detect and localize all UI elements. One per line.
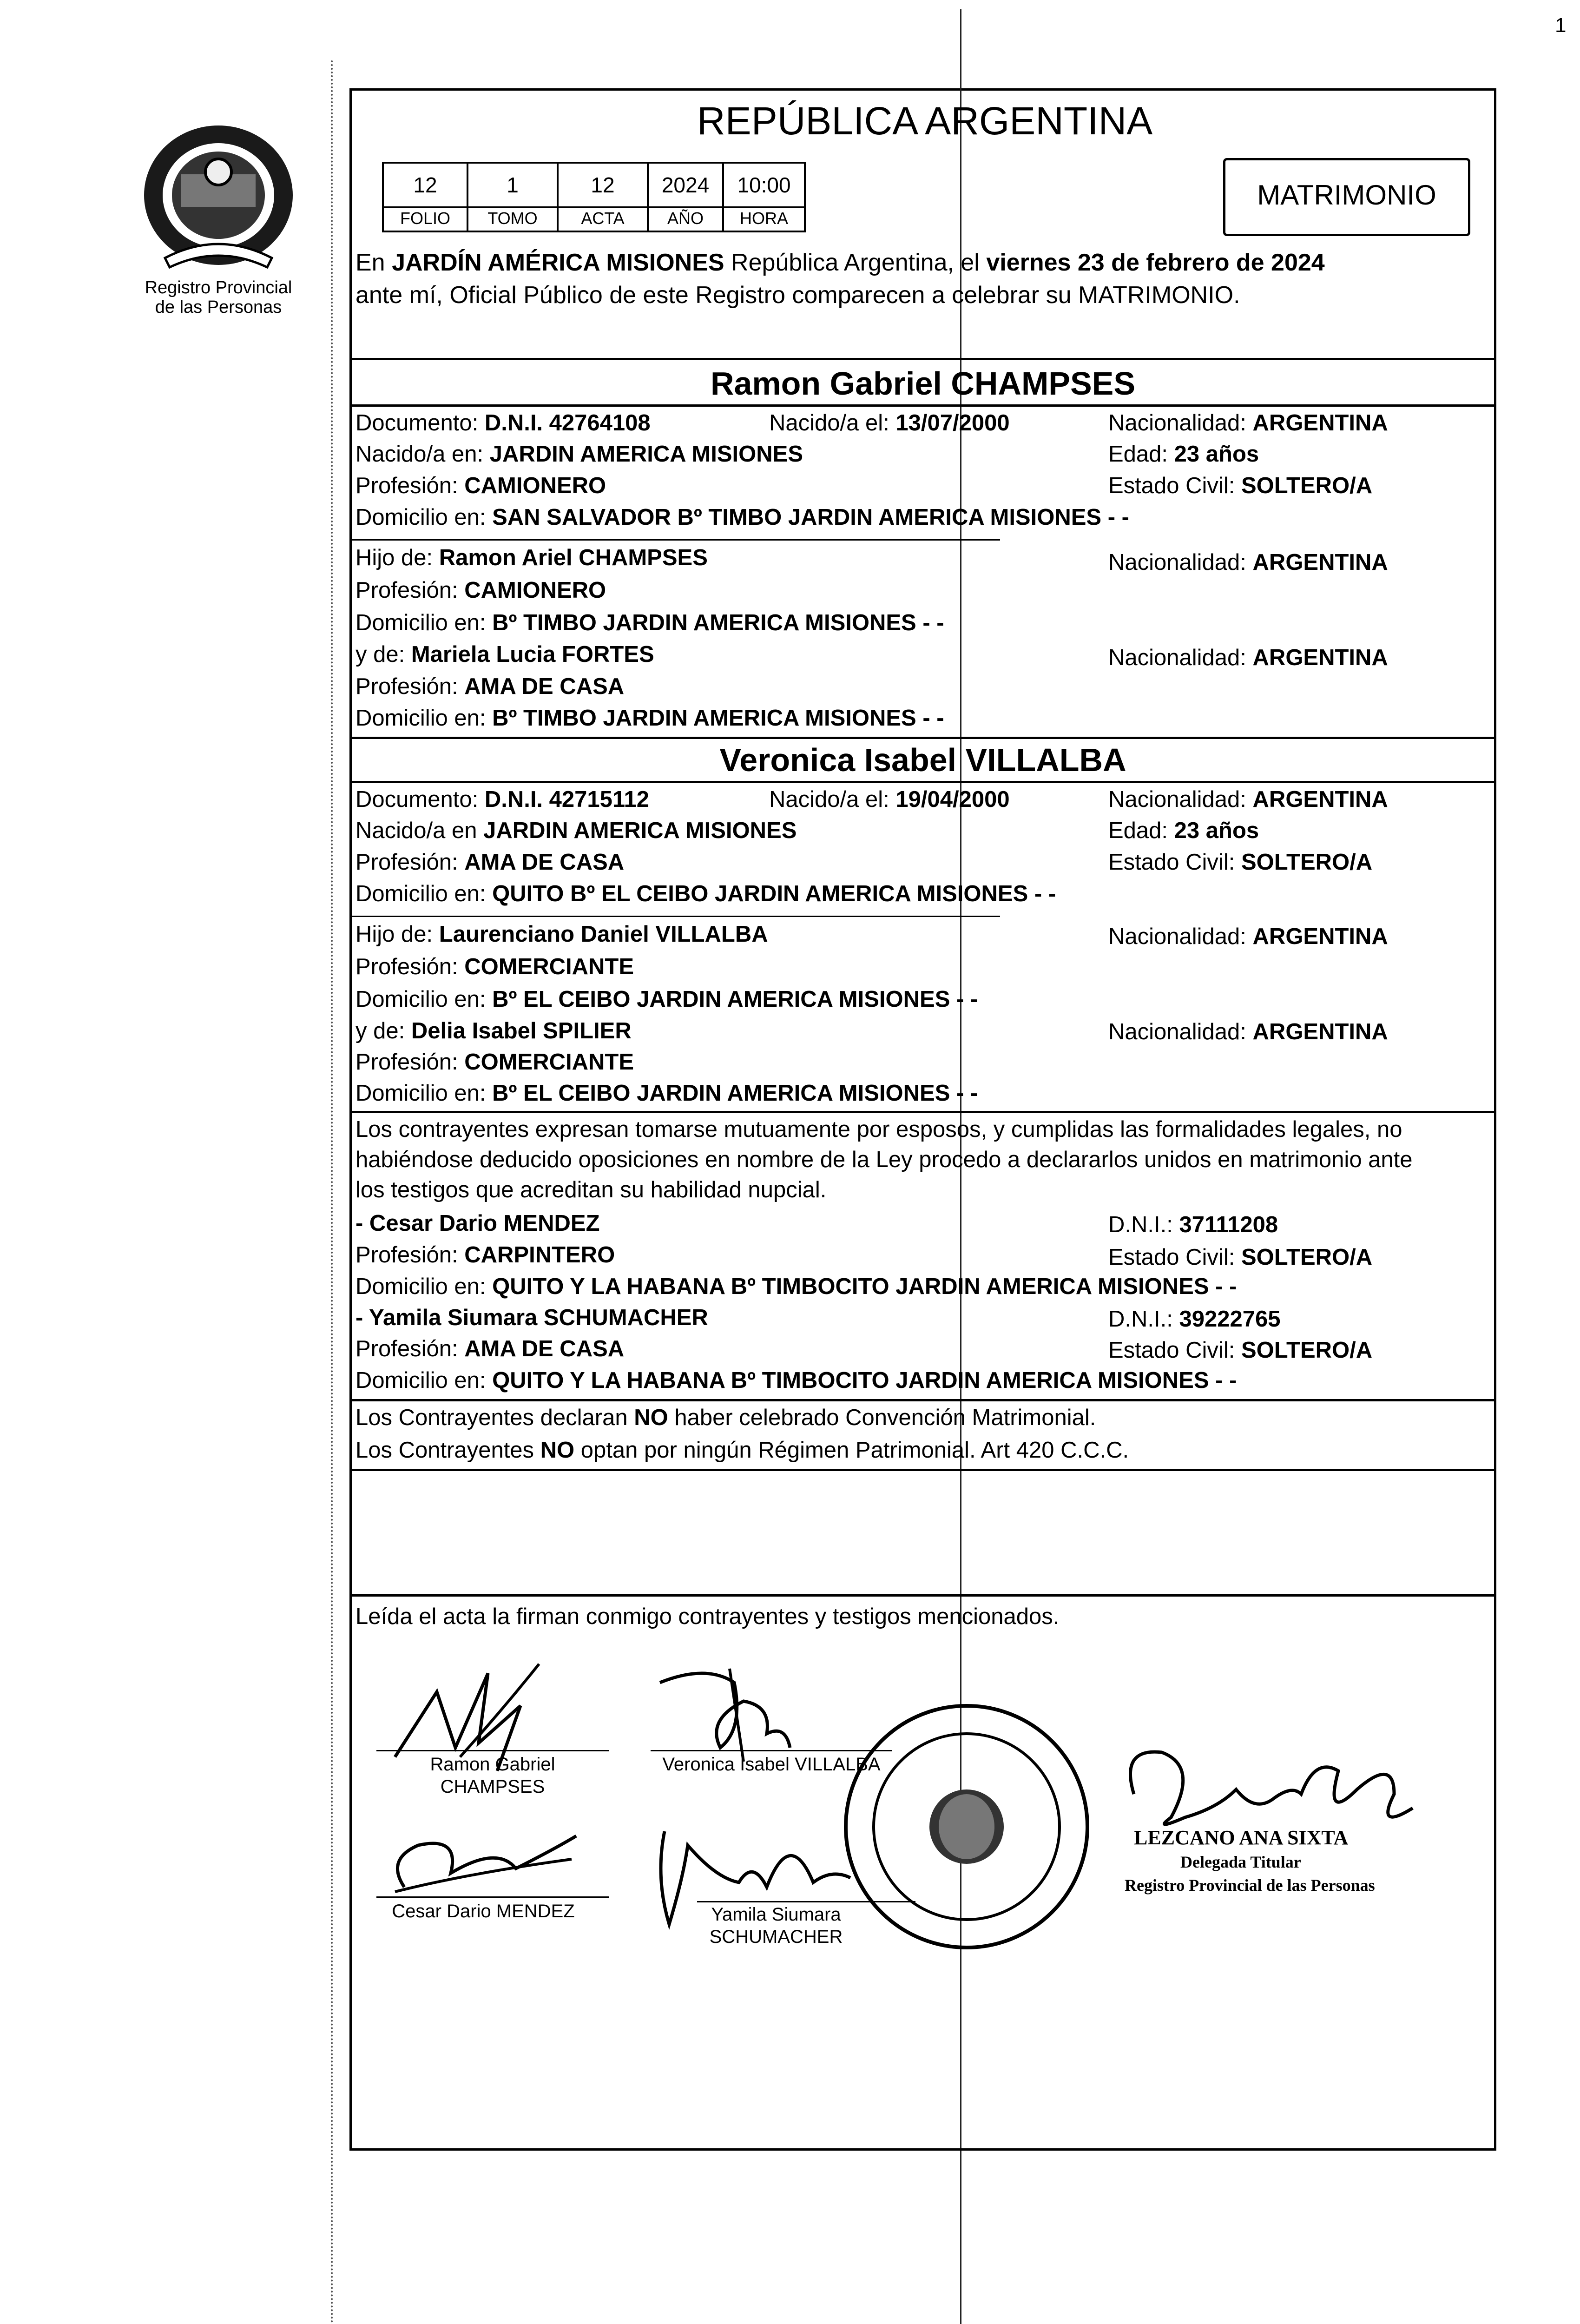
spouse1-address: Domicilio en: SAN SALVADOR Bº TIMBO JARDIN AMERICA MISIONES - - xyxy=(356,505,1129,530)
spouse2-nationality: Nacionalidad: ARGENTINA xyxy=(1108,787,1388,812)
spouse2-mother: y de: Delia Isabel SPILIER xyxy=(356,1018,632,1043)
anio-value: 2024 xyxy=(647,162,724,208)
signature-mendez xyxy=(376,1817,586,1906)
divider-7 xyxy=(349,1111,1496,1113)
divider-4 xyxy=(349,737,1496,739)
spouse2-address: Domicilio en: QUITO Bº EL CEIBO JARDIN AMERICA MISIONES - - xyxy=(356,881,1056,906)
witness1-dni: D.N.I.: 37111208 xyxy=(1108,1212,1278,1237)
spouse2-document: Documento: D.N.I. 42715112 xyxy=(356,787,649,812)
spouse2-age: Edad: 23 años xyxy=(1108,818,1259,843)
sig4-line1: Yamila Siumara xyxy=(711,1904,841,1925)
spouse1-mother-address: Domicilio en: Bº TIMBO JARDIN AMERICA MISIONES - - xyxy=(356,706,944,731)
witness2-dni: D.N.I.: 39222765 xyxy=(1108,1307,1281,1332)
spouse1-birthdate: Nacido/a el: 13/07/2000 xyxy=(769,410,1010,436)
witness2-name: - Yamila Siumara SCHUMACHER xyxy=(356,1305,708,1330)
official-name: LEZCANO ANA SIXTA xyxy=(1134,1826,1349,1849)
divider-2 xyxy=(349,404,1496,407)
spouse1-age: Edad: 23 años xyxy=(1108,442,1259,467)
intro-date: viernes 23 de febrero de 2024 xyxy=(986,249,1325,276)
spouse2-father-profession: Profesión: COMERCIANTE xyxy=(356,954,634,979)
signature-villalba xyxy=(651,1655,827,1766)
spouse2-birthplace: Nacido/a en JARDIN AMERICA MISIONES xyxy=(356,818,797,843)
signature-line-champses xyxy=(376,1750,609,1751)
spouse2-father: Hijo de: Laurenciano Daniel VILLALBA xyxy=(356,922,768,947)
official-organization: Registro Provincial de las Personas xyxy=(1125,1876,1375,1895)
witness1-name: - Cesar Dario MENDEZ xyxy=(356,1211,600,1236)
spouse1-birthplace: Nacido/a en: JARDIN AMERICA MISIONES xyxy=(356,442,803,467)
signature-label-champses xyxy=(376,1753,609,1798)
spouse1-document: Documento: D.N.I. 42764108 xyxy=(356,410,651,436)
left-margin-rule xyxy=(331,60,333,2324)
spouse2-mother-profession: Profesión: COMERCIANTE xyxy=(356,1050,634,1075)
spouse2-mother-address: Domicilio en: Bº EL CEIBO JARDIN AMERICA MISIONES - - xyxy=(356,1081,978,1106)
divider-3 xyxy=(349,539,1000,541)
spouse1-name: Ramon Gabriel CHAMPSES xyxy=(710,365,1136,402)
spouse2-civil-status: Estado Civil: SOLTERO/A xyxy=(1108,850,1373,875)
official-registry-stamp xyxy=(836,1697,1097,1957)
intro-mid: República Argentina, el xyxy=(724,249,987,276)
logo-caption-line1: Registro Provincial xyxy=(145,278,292,297)
spouse2-profession: Profesión: AMA DE CASA xyxy=(356,850,625,875)
spouse1-mother-nationality: Nacionalidad: ARGENTINA xyxy=(1108,645,1388,670)
signature-line-mendez xyxy=(376,1896,609,1898)
intro-place: JARDÍN AMÉRICA MISIONES xyxy=(392,249,724,276)
hora-value: 10:00 xyxy=(722,162,806,208)
intro-line-1 xyxy=(356,249,1325,277)
divider-5 xyxy=(349,781,1496,783)
document-type-label: MATRIMONIO xyxy=(1257,179,1436,211)
divider-1 xyxy=(349,358,1496,360)
signature-label-schumacher xyxy=(692,1903,860,1948)
witness-intro-line-2: habiéndose deducido oposiciones en nombre de la Ley procedo a declararlos unidos en matrimonio ante xyxy=(356,1147,1413,1172)
frame-bottom xyxy=(349,2148,1496,2151)
witness1-address: Domicilio en: QUITO Y LA HABANA Bº TIMBOCITO JARDIN AMERICA MISIONES - - xyxy=(356,1274,1237,1299)
convention-line-1: Los Contrayentes declaran NO haber celebrado Convención Matrimonial. xyxy=(356,1405,1096,1430)
spouse2-mother-nationality: Nacionalidad: ARGENTINA xyxy=(1108,1019,1388,1044)
folio-value: 12 xyxy=(382,162,468,208)
signature-label-villalba: Veronica Isabel VILLALBA xyxy=(662,1754,881,1775)
sig1-line2: CHAMPSES xyxy=(440,1776,545,1797)
acta-value: 12 xyxy=(557,162,649,208)
spouse2-name: Veronica Isabel VILLALBA xyxy=(719,742,1126,778)
anio-label: AÑO xyxy=(647,206,724,232)
witness-intro-line-1: Los contrayentes expresan tomarse mutuamente por esposos, y cumplidas las formalidades legales, no xyxy=(356,1117,1402,1142)
convention-line-2: Los Contrayentes NO optan por ningún Régimen Patrimonial. Art 420 C.C.C. xyxy=(356,1438,1129,1463)
hora-label: HORA xyxy=(722,206,806,232)
sig1-line1: Ramon Gabriel xyxy=(430,1754,555,1775)
spouse2-birthdate: Nacido/a el: 19/04/2000 xyxy=(769,787,1010,812)
witness-intro-line-3: los testigos que acreditan su habilidad nupcial. xyxy=(356,1177,827,1202)
witness2-civil-status: Estado Civil: SOLTERO/A xyxy=(1108,1338,1373,1363)
acta-label: ACTA xyxy=(557,206,649,232)
province-seal-logo xyxy=(137,119,300,272)
logo-caption xyxy=(125,278,311,317)
spouse1-father: Hijo de: Ramon Ariel CHAMPSES xyxy=(356,545,708,570)
intro-prefix: En xyxy=(356,249,392,276)
witness1-profession: Profesión: CARPINTERO xyxy=(356,1242,615,1268)
divider-9 xyxy=(349,1469,1496,1471)
spouse1-profession: Profesión: CAMIONERO xyxy=(356,473,606,498)
sig4-line2: SCHUMACHER xyxy=(709,1927,843,1947)
spouse1-nationality: Nacionalidad: ARGENTINA xyxy=(1108,410,1388,436)
official-role: Delegada Titular xyxy=(1180,1853,1301,1871)
page-number: 1 xyxy=(1555,14,1567,37)
spouse1-mother: y de: Mariela Lucia FORTES xyxy=(356,642,654,667)
spouse2-father-address: Domicilio en: Bº EL CEIBO JARDIN AMERICA MISIONES - - xyxy=(356,987,978,1012)
witness1-civil-status: Estado Civil: SOLTERO/A xyxy=(1108,1245,1373,1270)
spouse1-father-address: Domicilio en: Bº TIMBO JARDIN AMERICA MISIONES - - xyxy=(356,610,944,635)
divider-10 xyxy=(349,1594,1496,1597)
closing-text: Leída el acta la firman conmigo contrayentes y testigos mencionados. xyxy=(356,1604,1060,1629)
tomo-label: TOMO xyxy=(467,206,559,232)
spouse1-father-nationality: Nacionalidad: ARGENTINA xyxy=(1108,550,1388,575)
frame-top xyxy=(349,88,1496,91)
witness2-profession: Profesión: AMA DE CASA xyxy=(356,1336,625,1361)
spouse1-civil-status: Estado Civil: SOLTERO/A xyxy=(1108,473,1373,498)
spouse2-father-nationality: Nacionalidad: ARGENTINA xyxy=(1108,924,1388,949)
divider-8 xyxy=(349,1399,1496,1401)
logo-caption-line2: de las Personas xyxy=(155,297,282,317)
intro-line-2: ante mí, Oficial Público de este Registro comparecen a celebrar su MATRIMONIO. xyxy=(356,282,1240,309)
witness2-address: Domicilio en: QUITO Y LA HABANA Bº TIMBOCITO JARDIN AMERICA MISIONES - - xyxy=(356,1368,1237,1393)
document-title: REPÚBLICA ARGENTINA xyxy=(697,99,1153,143)
signature-label-mendez: Cesar Dario MENDEZ xyxy=(392,1901,575,1921)
tomo-value: 1 xyxy=(467,162,559,208)
spouse1-mother-profession: Profesión: AMA DE CASA xyxy=(356,674,625,699)
folio-label: FOLIO xyxy=(382,206,468,232)
divider-6 xyxy=(349,916,1000,917)
spouse1-father-profession: Profesión: CAMIONERO xyxy=(356,578,606,603)
